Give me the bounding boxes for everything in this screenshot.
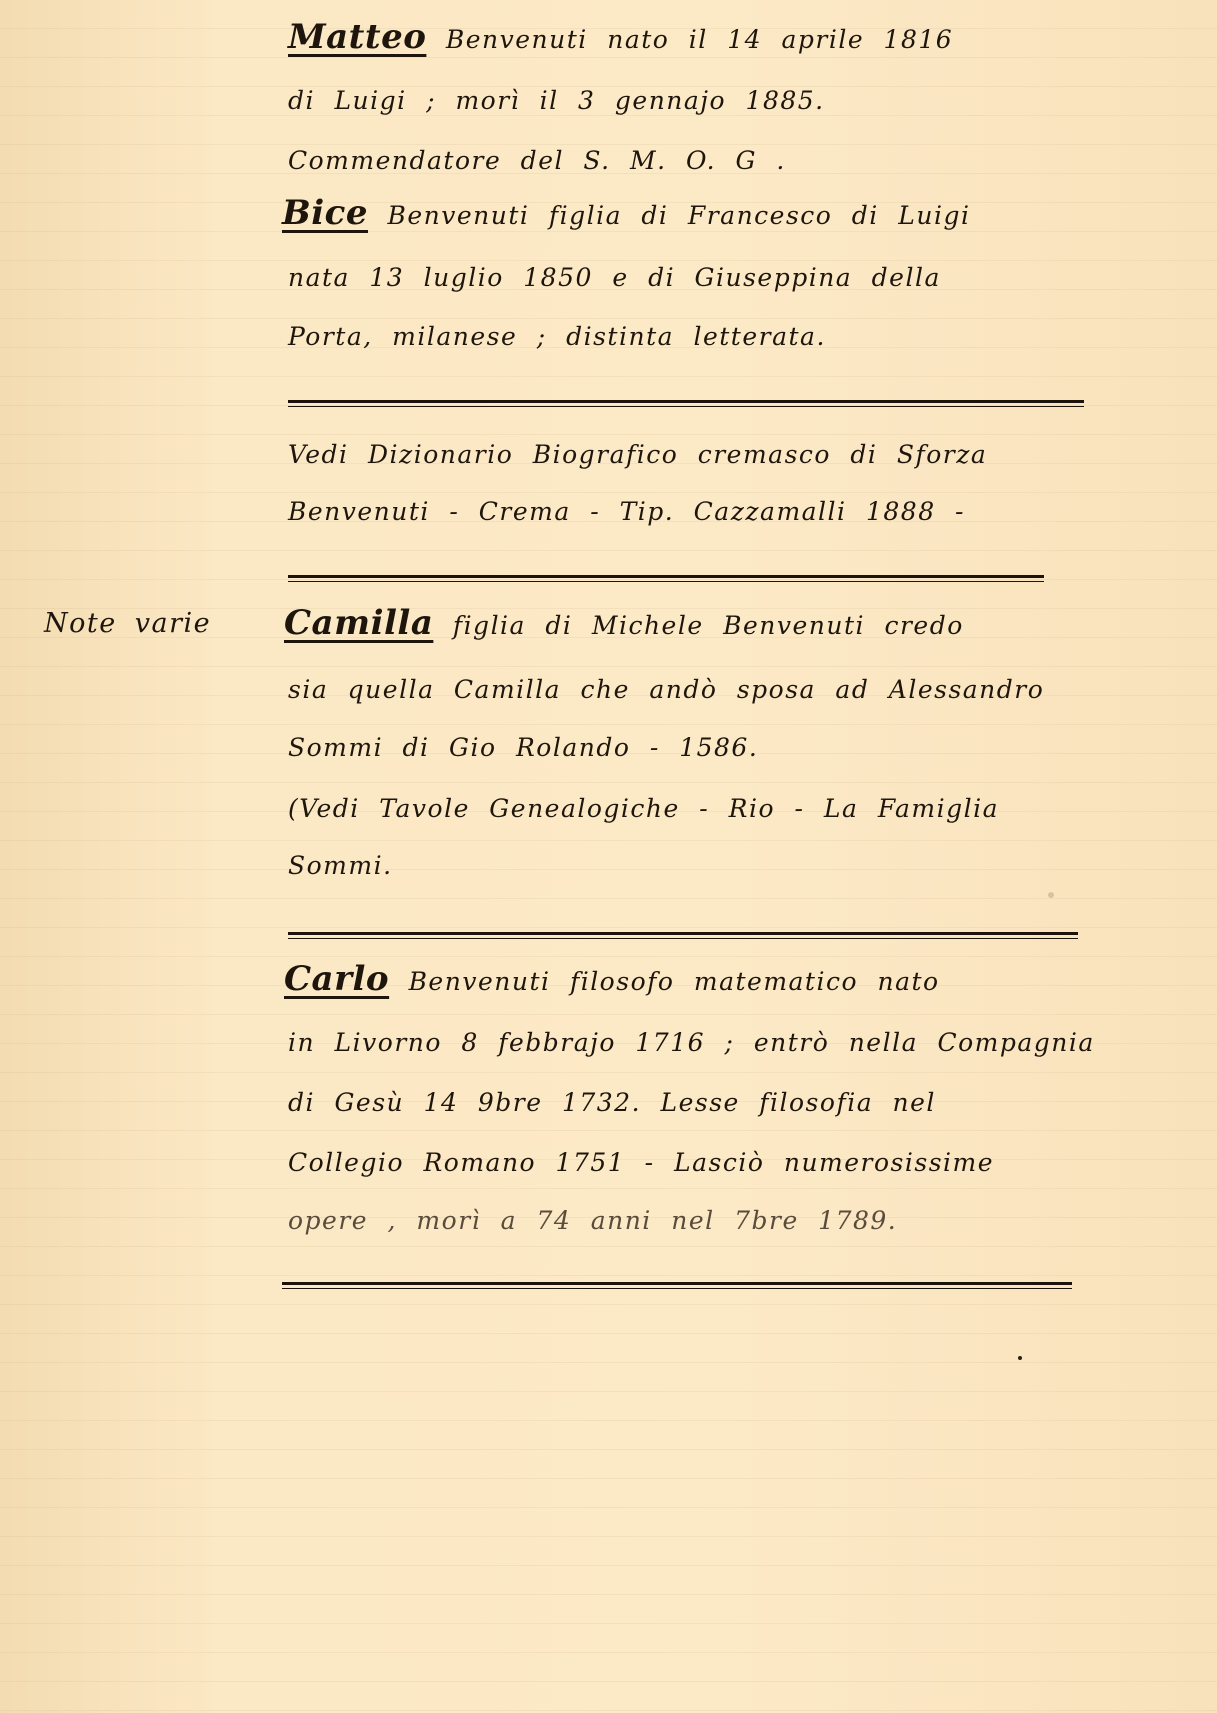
divider-4 xyxy=(282,1282,1072,1285)
reference-line-2: Benvenuti - Crema - Tip. Cazzamalli 1888 - xyxy=(288,497,966,526)
bice-name: Bice xyxy=(282,193,368,233)
carlo-line-1-text: Benvenuti filosofo matematico nato xyxy=(408,967,940,996)
divider-2 xyxy=(288,575,1044,578)
matteo-line-2: di Luigi ; morì il 3 gennajo 1885. xyxy=(288,86,825,115)
paper-stain xyxy=(1048,892,1054,898)
carlo-line-4: Collegio Romano 1751 - Lasciò numerosissime xyxy=(288,1148,995,1177)
carlo-line-3: di Gesù 14 9bre 1732. Lesse filosofia nel xyxy=(288,1088,936,1117)
reference-line-1: Vedi Dizionario Biografico cremasco di Sforza xyxy=(288,440,988,469)
bice-line-1-text: Benvenuti figlia di Francesco di Luigi xyxy=(387,201,971,230)
camilla-name: Camilla xyxy=(284,603,434,643)
camilla-line-4: (Vedi Tavole Genealogiche - Rio - La Famiglia xyxy=(288,794,999,823)
camilla-line-1-text: figlia di Michele Benvenuti credo xyxy=(452,611,964,640)
matteo-line-3: Commendatore del S. M. O. G . xyxy=(288,146,786,175)
camilla-line-1 xyxy=(284,603,964,643)
camilla-line-5: Sommi. xyxy=(288,851,393,880)
bice-line-2: nata 13 luglio 1850 e di Giuseppina della xyxy=(288,263,941,292)
matteo-line-1 xyxy=(288,17,954,57)
camilla-line-2: sia quella Camilla che andò sposa ad Alessandro xyxy=(288,675,1045,704)
ink-dot xyxy=(1018,1356,1022,1360)
margin-note: Note varie xyxy=(44,608,212,639)
carlo-line-5: opere , morì a 74 anni nel 7bre 1789. xyxy=(288,1206,898,1235)
matteo-name: Matteo xyxy=(288,17,427,57)
bice-line-3: Porta, milanese ; distinta letterata. xyxy=(288,322,826,351)
matteo-line-1-text: Benvenuti nato il 14 aprile 1816 xyxy=(445,25,954,54)
camilla-line-3: Sommi di Gio Rolando - 1586. xyxy=(288,733,759,762)
carlo-name: Carlo xyxy=(284,959,390,999)
bice-line-1 xyxy=(282,193,971,233)
carlo-line-1 xyxy=(284,959,940,999)
carlo-line-2: in Livorno 8 febbrajo 1716 ; entrò nella Compagnia xyxy=(288,1028,1095,1057)
divider-3 xyxy=(288,932,1078,935)
divider-1 xyxy=(288,400,1084,403)
